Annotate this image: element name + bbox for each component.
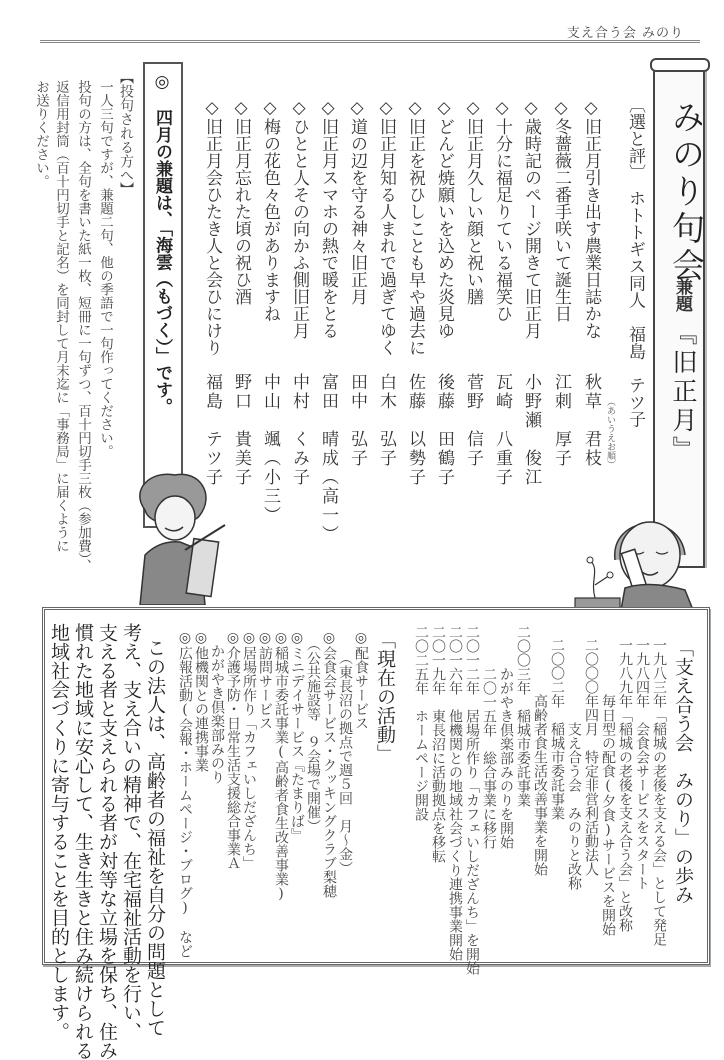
haiku-author: 白木 弘子 [376,373,396,468]
activity-line: かがやき倶楽部みのり [209,630,225,784]
theme-title: 『旧正月』 [669,320,698,465]
activity-line: （東長沼の拠点で週５回 月～金） [337,630,353,875]
history-line: 二〇〇三年 稲城市委託事業 [515,625,531,807]
haiku-author: 秋草 君枝 [581,373,601,468]
activity-line: ◎配食サービス [353,630,369,730]
mission-line: 考え、支え合いの精神で、在宅福祉活動を行い、 [120,623,142,1041]
haiku-poem: ◇十分に福足りている福笑ひ [492,98,512,322]
activity-line: ◎介護予防・日常生活支援総合事業Ａ [225,630,241,870]
submission-notice-line: 一人三句ですが、兼題二句、他の季語で一句作ってください。 [97,80,113,458]
haiku-poem: ◇旧正月スマホの熱で暖をとる [318,98,338,339]
activity-line: ◎訪問サービス [257,630,273,730]
history-line: 二〇一五年 総合事業に移行 [481,625,497,849]
history-line: 二〇二五年 ホームページ開設 [413,625,429,821]
woman-writing-illustration [120,470,230,605]
haiku-poem: ◇旧正月引き出す農業日誌かな [581,98,601,339]
haiku-author: 佐藤 以勢子 [405,373,425,487]
mission-line: 支える者と支えられる者が対等な立場を保ち、住み [96,623,118,1060]
haiku-author: 江刺 厚子 [551,373,571,468]
haiku-author: 野口 貴美子 [231,373,251,487]
haiku-club-title: みのり句会 [667,100,706,285]
haiku-poem: ◇旧正月忘れた頃の祝ひ酒 [231,98,251,305]
submission-notice-line: 投句の方は、全句を書いた紙一枚、短冊に一句ずつ、百十円切手三枚（参加費）、 [75,80,91,573]
haiku-poem: ◇梅の花色々色がありますね [260,98,280,322]
history-line: かがやき倶楽部みのりを開始 [498,625,514,849]
haiku-poem: ◇どんど焼願いを込めた炎見ゆ [434,98,454,339]
haiku-poem: ◇冬薔薇二番手咲いて誕生日 [551,98,571,322]
haiku-poem: ◇旧正を祝ひしことも早や過去に [405,98,425,356]
history-line: 支え合う会 みのりと改称 [566,638,582,890]
history-line: 高齢者食生活改善事業を開始 [532,638,548,876]
history-line: 二〇〇二年 稲城市委託事業 [549,638,565,820]
activity-line: ◎稲城市委託事業(高齢者食生改善事業) [273,630,289,902]
selector-credit: 〔選と評〕 ホトトギス同人 福島 テツ子 [625,96,645,428]
mission-line: 慣れた地域に安心して、生き生きと住み続けられる [72,623,94,1060]
haiku-poem: ◇歳時記のページ開きて旧正月 [521,98,541,339]
history-line: 一九八四年 会食会サービスをスタート [634,638,650,890]
haiku-author: 小野瀬 俊江 [521,373,541,487]
history-line: 一九八三年「稲城の老後を支える会」として発足 [651,638,667,946]
scroll-roll-decoration [650,58,710,72]
haiku-author: 福島 テツ子 [202,373,222,487]
activity-line: ◎他機関との連携事業 [193,630,209,772]
history-line: 一九八九年「稲城の老後を支え合う会」と改称 [617,638,633,932]
header-label: 支え合う会 みのり [566,26,684,41]
haiku-author: 菅野 信子 [463,373,483,468]
history-line: 毎日型の配食(夕食)サービスを開始 [600,638,616,936]
haiku-author: 中村 くみ子 [289,373,309,487]
haiku-author: 後藤 田鶴子 [434,373,454,487]
mission-line: この法人は、高齢者の福祉を自分の問題として [144,638,166,1037]
history-line: 二〇〇〇年四月 特定非営利活動法人 [583,638,599,876]
haiku-author: 瓦崎 八重子 [492,373,512,487]
activity-line: ◎ミニデイサービス『たまりば』 [289,630,305,842]
haiku-author: 富田 晴成（高一） [318,373,338,544]
top-divider [40,40,700,43]
activity-line: ◎居場所作り「カフェいしだざんち」 [241,630,257,870]
history-line: 二〇一二年 居場所作り「カフェいしだざんち」を開始 [464,625,480,975]
haiku-poem: ◇道の辺を守る神々旧正月 [347,98,367,305]
activities-title: 「現在の活動」 [374,630,396,763]
history-line: 二〇一九年 東長沼に活動拠点を移転 [430,625,446,863]
submission-notice-line: お送りください。 [33,80,49,188]
elder-with-tanzaku-illustration [570,500,710,615]
haiku-poem: ◇旧正月知る人まれで過ぎてゆく [376,98,396,356]
submission-notice-line: 返信用封筒（百十円切手と記名）を同封して月末迄に「事務局」に届くように [53,80,69,553]
mission-line: 地域社会づくりに寄与することを目的とします。 [48,623,70,1041]
theme-label: 兼題 [672,278,692,312]
submission-notice-title: 【投句される方へ】 [118,70,134,196]
order-note: （あいうえお順） [605,397,615,469]
activity-line: ◎会食会サービス・クッキングクラブ梨穂 [321,630,337,898]
history-title: 「支え合う会 みのり」の歩み [672,638,694,904]
haiku-author: 田中 弘子 [347,373,367,468]
activity-line: ◎広報活動(会報・ホームページ・ブログ) など [177,630,193,958]
haiku-poem: ◇ひとと人その向かふ側旧正月 [289,98,309,339]
april-theme-text: ◎ 四月の兼題は、「海雲（もづく）」です。 [152,72,172,415]
haiku-author: 中山 颯（小三） [260,373,280,525]
activity-line: （公共施設等 ９会場で開催） [305,630,321,833]
haiku-poem: ◇旧正月会ひたき人と会ひにけり [202,98,222,356]
history-line: 二〇一六年 他機関との地域社会づくり連携事業開始 [447,625,463,961]
haiku-poem: ◇旧正月久しい顔と祝い膳 [463,98,483,305]
